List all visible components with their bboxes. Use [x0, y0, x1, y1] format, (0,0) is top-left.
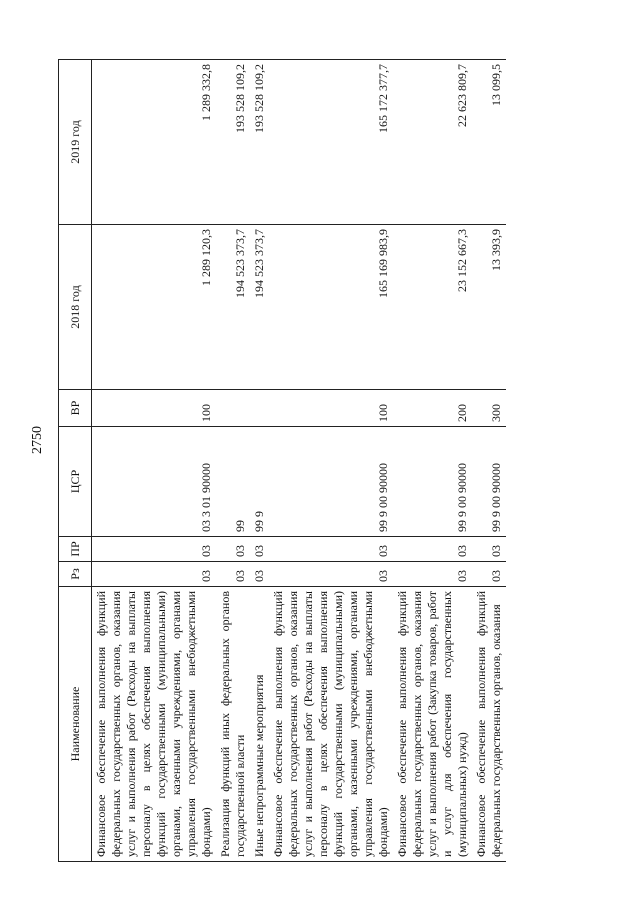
table-row	[472, 60, 506, 862]
cell-csr: 99 9 00 90000	[269, 427, 393, 537]
cell-name: Иные непрограммные мероприятия	[250, 587, 269, 862]
cell-csr: 99 9 00 90000	[472, 427, 506, 537]
rotated-table-container	[58, 60, 616, 862]
cell-rz: 03	[250, 562, 269, 587]
cell-2018: 194 523 373,7	[250, 225, 269, 390]
cell-pr: 03	[269, 537, 393, 562]
cell-csr: 99	[216, 427, 250, 537]
cell-name: Финансовое обеспечение выполнения функций федеральных государственных органов, оказания услуг и выполнения работ (Закупка товаров, работ и услуг для обеспечения государственных (муниципальных) нужд)	[393, 587, 472, 862]
header-2018: 2018 год	[59, 225, 92, 390]
cell-rz: 03	[472, 562, 506, 587]
cell-csr: 99 9 00 90000	[393, 427, 472, 537]
header-pr: ПР	[59, 537, 92, 562]
cell-2018: 165 169 983,9	[269, 225, 393, 390]
cell-2019: 22 623 809,7	[393, 60, 472, 225]
cell-2019: 1 289 332,8	[92, 60, 217, 225]
header-rz: Рз	[59, 562, 92, 587]
cell-pr: 03	[92, 537, 217, 562]
cell-csr: 99 9	[250, 427, 269, 537]
table-row	[393, 60, 472, 862]
cell-pr: 03	[472, 537, 506, 562]
page-number: 2750	[30, 426, 45, 454]
table-row	[216, 60, 250, 862]
cell-vr: 100	[92, 390, 217, 427]
cell-name: Финансовое обеспечение выполнения функций федеральных государственных органов, оказания услуг и выполнения работ (Расходы на выплаты персоналу в целях обеспечения выполнения функций государственными (муниципальными) органами, казенными учреждениями, органами управления государственными внебюджетными фондами)	[92, 587, 217, 862]
cell-vr: 100	[269, 390, 393, 427]
cell-2019: 193 528 109,2	[250, 60, 269, 225]
header-vr: ВР	[59, 390, 92, 427]
cell-2018: 13 393,9	[472, 225, 506, 390]
cell-vr	[216, 390, 250, 427]
cell-2018: 23 152 667,3	[393, 225, 472, 390]
cell-vr: 300	[472, 390, 506, 427]
cell-pr: 03	[250, 537, 269, 562]
cell-rz: 03	[269, 562, 393, 587]
cell-rz: 03	[393, 562, 472, 587]
header-csr: ЦСР	[59, 427, 92, 537]
cell-2019: 165 172 377,7	[269, 60, 393, 225]
cell-pr: 03	[216, 537, 250, 562]
cell-name: Финансовое обеспечение выполнения функций федеральных государственных органов, оказания услуг и выполнения работ (Расходы на выплаты персоналу в целях обеспечения выполнения функций государственными (муниципальными) органами, казенными учреждениями, органами управления государственными внебюджетными фондами)	[269, 587, 393, 862]
table-row	[250, 60, 269, 862]
header-name: Наименование	[59, 587, 92, 862]
table-row	[92, 60, 217, 862]
cell-pr: 03	[393, 537, 472, 562]
cell-name: Реализация функций иных федеральных органов государственной власти	[216, 587, 250, 862]
cell-csr: 03 3 01 90000	[92, 427, 217, 537]
table-row	[269, 60, 393, 862]
cell-vr: 200	[393, 390, 472, 427]
cell-rz: 03	[216, 562, 250, 587]
header-2019: 2019 год	[59, 60, 92, 225]
cell-2019: 13 099,5	[472, 60, 506, 225]
cell-2019: 193 528 109,2	[216, 60, 250, 225]
cell-rz: 03	[92, 562, 217, 587]
budget-table	[58, 59, 506, 862]
cell-name: Финансовое обеспечение выполнения функций федеральных государственных органов, оказания	[472, 587, 506, 862]
cell-vr	[250, 390, 269, 427]
cell-2018: 194 523 373,7	[216, 225, 250, 390]
cell-2018: 1 289 120,3	[92, 225, 217, 390]
table-header-row	[59, 60, 92, 862]
